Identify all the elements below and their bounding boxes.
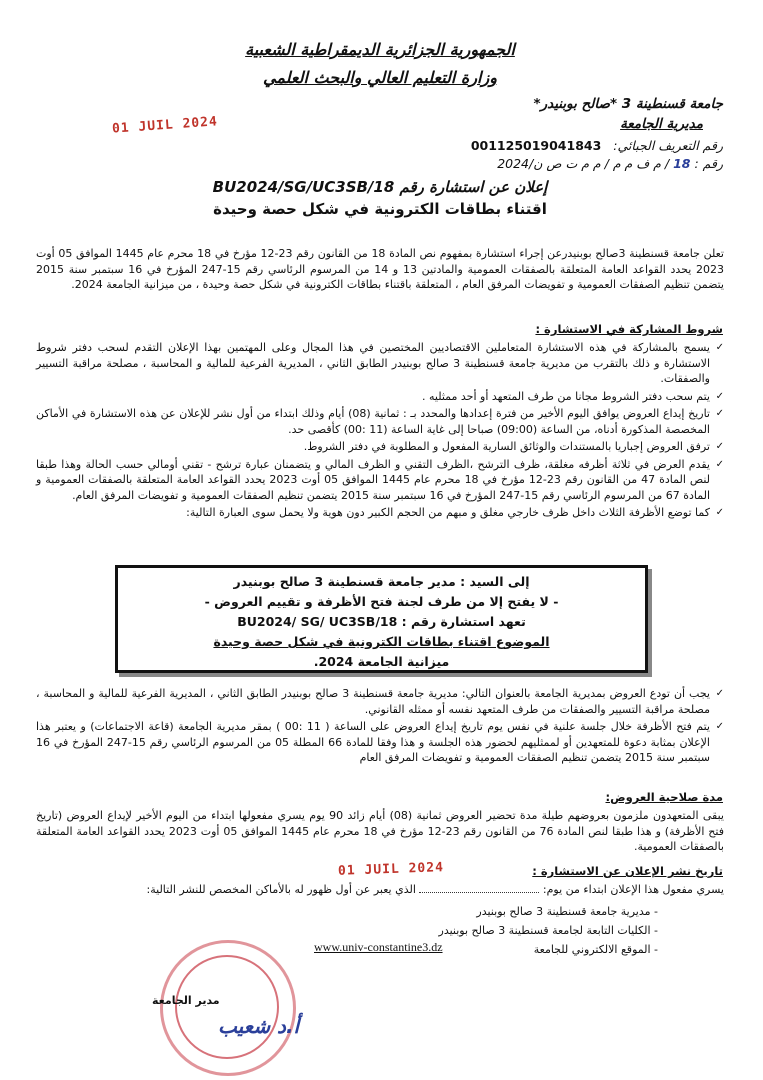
deposit-list — [36, 686, 724, 768]
publication-effect — [36, 882, 724, 898]
university-website[interactable]: www.univ-constantine3.dz — [314, 940, 443, 954]
announcement-title: إعلان عن استشارة رقم BU2024/SG/UC3SB/18 — [212, 178, 548, 196]
effect-prefix: يسري مفعول هذا الإعلان ابتداء من يوم: — [542, 883, 724, 896]
conditions-heading: شروط المشاركة في الاستشارة : — [535, 322, 723, 336]
conditions-list — [36, 340, 724, 523]
condition-item: ✓ يسمح بالمشاركة في هذه الاستشارة المتعاملين الاقتصاديين المختصين في هذا المجال وعلى المهتمين بهذا الإعلان التقدم لسحب دفتر شروط الاستشارة و ذلك بالتقرب من مديرية جامعة قسنطينة 3 صالح بوبنيدر الطابق الثاني ، المديرية الفرعية للمالية و المحاسبة ، مصلحة مراقبة التسيير والصفقات. — [36, 340, 724, 387]
date-stamp-top: 01 JUIL 2024 — [111, 114, 219, 137]
envelope-addressee: إلى السيد : مدير جامعة قسنطينة 3 صالح بوبنيدر — [233, 574, 530, 589]
place-item: - الموقع الالكتروني للجامعة — [533, 943, 658, 956]
tax-id-label: رقم التعريف الجبائي: — [613, 138, 723, 153]
reference-number: 18 — [673, 156, 691, 171]
place-label: الموقع الالكتروني للجامعة — [533, 943, 651, 956]
date-stamp-bottom: 01 JUIL 2024 — [337, 860, 445, 879]
condition-item: ✓ يقدم العرض في ثلاثة أظرفه مغلقة، ظرف الترشح ،الظرف التقني و الظرف المالي و يتضمنان عبارة ترشح - تقني أومالي حسب الحالة وهذا طبقا لنص المادة 47 من القانون رقم 23-12 مؤرخ في 18 محرم عام 1445 الموافق 05 أوت 2023 يحدد القواعد العامة المتعلقة بالصفقات العمومية و المادة 67 من المرسوم الرئاسي رقم 15-247 المؤرخ في 16 سبتمبر سنة 2015 يتضمن تنظيم الصفقات العمومية و تفويضات المرفق العام. — [36, 457, 724, 504]
tax-id-value: 001125019041843 — [470, 138, 602, 153]
envelope-tender-number: تعهد استشارة رقم : BU2024/ SG/ UC3SB/18 — [237, 614, 526, 629]
reference-line — [497, 156, 723, 171]
place-item: - الكليات التابعة لجامعة قسنطينة 3 صالح بوبنيدر — [438, 924, 658, 937]
directorate-name: مديرية الجامعة — [620, 116, 703, 132]
university-name: جامعة قسنطينة 3 *صالح بوبنيدر* — [533, 96, 723, 112]
envelope-warning: - لا يفتح إلا من طرف لجنة فتح الأظرفة و تقييم العروض - — [204, 594, 559, 609]
signature-name: أ.د شعيب — [218, 1014, 300, 1038]
place-item: - مديرية جامعة قسنطينة 3 صالح بوبنيدر — [476, 905, 658, 918]
validity-heading: مدة صلاحية العروض: — [605, 790, 723, 804]
ministry-heading: وزارة التعليم العالي والبحث العلمي — [263, 68, 497, 87]
signature-title: مدير الجامعة — [152, 994, 220, 1007]
envelope-label-box — [115, 565, 648, 673]
place-label: مديرية جامعة قسنطينة 3 صالح بوبنيدر — [476, 905, 651, 918]
effect-suffix: الذي يعبر عن أول ظهور له بالأماكن المخصص للنشر التالية: — [146, 883, 416, 896]
reference-suffix: / م ف م م / م م ت ص ن/2024 — [497, 156, 670, 171]
condition-item: ✓ يتم سحب دفتر الشروط مجانا من طرف المتعهد أو أحد ممثليه . — [36, 389, 724, 405]
effect-date-blank — [419, 892, 539, 893]
condition-item: ✓ كما توضع الأظرفة الثلاث داخل ظرف خارجي مغلق و مبهم من الحجم الكبير دون هوية ولا يحمل سوى العبارة التالية: — [36, 505, 724, 521]
condition-item: ✓ تاريخ إيداع العروض يوافق اليوم الأخير من فترة إعدادها والمحدد بـ : ثمانية (08) أيام وذلك ابتداء من أول نشر للإعلان عن هذه الاستشارة في الأماكن المخصصة المذكورة أدناه، من الساعة (09:00) صباحا إلى غاية الساعة (11 :00) كأقصى حد. — [36, 406, 724, 437]
place-label: الكليات التابعة لجامعة قسنطينة 3 صالح بوبنيدر — [438, 924, 651, 937]
envelope-subject: الموضوع اقتناء بطاقات الكترونية في شكل حصة وحيدة — [213, 634, 550, 649]
university-seal-inner — [175, 955, 279, 1059]
republic-heading: الجمهورية الجزائرية الديمقراطية الشعبية — [245, 40, 515, 59]
publication-places — [439, 902, 658, 959]
deposit-item: ✓ يجب أن تودع العروض بمديرية الجامعة بالعنوان التالي: مديرية جامعة قسنطينة 3 صالح بوبنيدر الطابق الثاني ، المديرية الفرعية للمالية و المحاسبة ، مصلحة مراقبة التسيير والصفقات من طرف المتعهد نفسه أو ممثله القانوني. — [36, 686, 724, 717]
intro-paragraph: تعلن جامعة قسنطينة 3صالح بوبنيدرعن إجراء استشارة بمفهوم نص المادة 18 من القانون رقم 23-12 مؤرخ في 18 محرم عام 1445 الموافق 05 أوت 2023 يحدد القواعد العامة المتعلقة بالصفقات العمومية والمادتين 13 و 14 من المرسوم الرئاسي رقم 15-247 المؤرخ في 16 سبتمبر سنة 2015 يتضمن تنظيم الصفقات العمومية و تفويضات المرفق العام ، المتعلقة باقتناء بطاقات الكترونية في شكل حصة وحيدة ، من ميزانية الجامعة 2024. — [36, 247, 725, 291]
publication-heading: تاريخ نشر الإعلان عن الاستشارة : — [532, 864, 723, 878]
announcement-subject: اقتناء بطاقات الكترونية في شكل حصة وحيدة — [213, 200, 547, 218]
condition-item: ✓ ترفق العروض إجباريا بالمستندات والوثائق السارية المفعول و المطلوبة في دفتر الشروط. — [36, 439, 724, 455]
tax-id-line — [471, 138, 723, 153]
deposit-item: ✓ يتم فتح الأظرفة خلال جلسة علنية في نفس يوم تاريخ إيداع العروض على الساعة ( 11 :00 ) بمقر مديرية الجامعة (قاعة الاجتماعات) و يعتبر هذا الإعلان بمثابة دعوة للمتعهدين أو لممثليهم لحضور هذه الجلسة و هذا وفقا للمادة 66 المطلة 05 من المرسوم الرئاسي رقم 15-247 المؤرخ في 16 سبتمبر سنة 2015 يتضمن تنظيم الصفقات العمومية و تفويضات المرفق العام — [36, 719, 724, 766]
envelope-budget: ميزانية الجامعة 2024. — [313, 654, 450, 669]
reference-label: رقم : — [694, 156, 723, 171]
validity-paragraph: يبقى المتعهدون ملزمون بعروضهم طيلة مدة تحضير العروض ثمانية (08) أيام زائد 90 يوم يسري مفعولها ابتداء من اليوم الأخير لإيداع العروض (تاريخ فتح الأظرفة) و هذا طبقا لنص المادة 76 من القانون رقم 23-12 مؤرخ في 18 محرم عام 1445 الموافق 05 أوت 2023 يحدد القواعد العامة المتعلقة بالصفقات العمومية. — [36, 809, 724, 853]
